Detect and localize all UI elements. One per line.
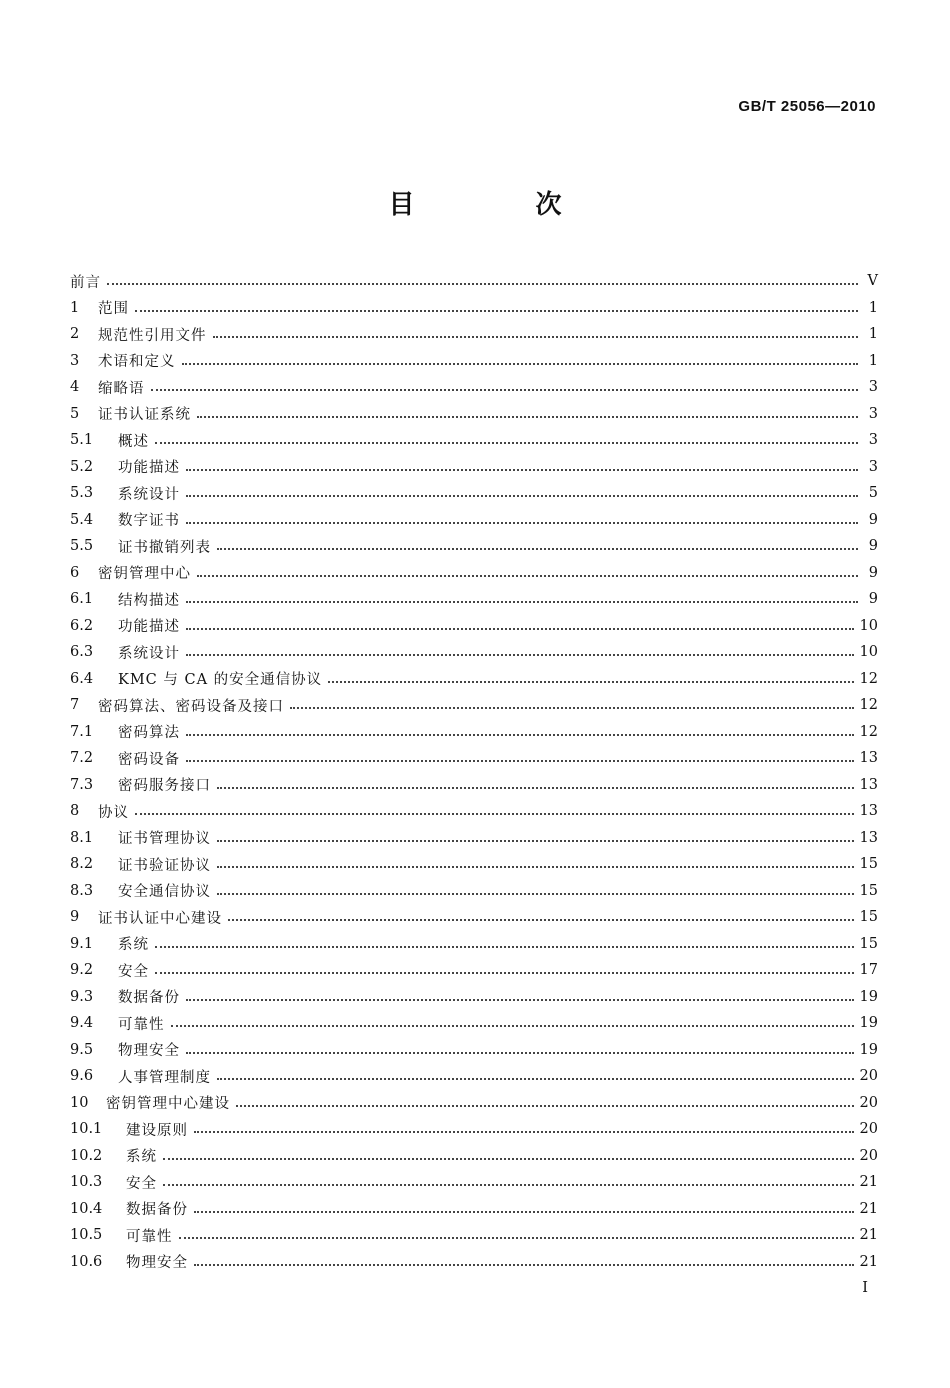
toc-entry-number: 2 — [70, 326, 80, 343]
toc-entry-page: 3 — [868, 432, 878, 449]
dot-leader — [217, 866, 854, 868]
toc-entry-label: 缩略语 — [98, 380, 145, 397]
page-title: 目 次 — [388, 190, 618, 220]
toc-entry-number: 8.1 — [70, 829, 94, 846]
dot-leader — [197, 416, 858, 418]
toc-entry-page: 3 — [868, 379, 878, 396]
toc-entry[interactable] — [70, 1010, 878, 1037]
dot-leader — [217, 893, 854, 895]
toc-entry-page: 15 — [859, 882, 878, 899]
dot-leader — [155, 972, 854, 974]
toc-entry-number: 5 — [70, 405, 80, 422]
toc-entry-label: 证书认证系统 — [98, 407, 191, 424]
dot-leader — [194, 1131, 854, 1133]
dot-leader — [213, 336, 859, 338]
toc-entry-label: 术语和定义 — [98, 354, 176, 371]
toc-entry-number: 8 — [70, 803, 80, 820]
toc-entry[interactable] — [70, 851, 878, 878]
toc-entry-number: 5.2 — [70, 458, 94, 475]
toc-entry-page: 3 — [868, 458, 878, 475]
dot-leader — [186, 999, 854, 1001]
toc-entry-number: 10.6 — [70, 1253, 103, 1270]
dot-leader — [217, 840, 854, 842]
toc-entry-page: 21 — [859, 1253, 878, 1270]
toc-entry-page: 12 — [859, 697, 878, 714]
toc-entry[interactable] — [70, 507, 878, 534]
toc-entry-page: 20 — [859, 1094, 878, 1111]
toc-entry[interactable] — [70, 878, 878, 905]
toc-entry-label: 可靠性 — [126, 1228, 173, 1245]
dot-leader — [186, 495, 858, 497]
dot-leader — [151, 389, 859, 391]
toc-entry[interactable] — [70, 268, 878, 295]
toc-entry-number: 9.5 — [70, 1041, 94, 1058]
toc-entry[interactable] — [70, 1169, 878, 1196]
toc-entry-label: 系统设计 — [118, 486, 180, 503]
toc-entry-number: 6.3 — [70, 644, 94, 661]
dot-leader — [186, 469, 858, 471]
toc-entry-number: 5.1 — [70, 432, 94, 449]
dot-leader — [182, 363, 859, 365]
toc-entry-label: 系统设计 — [118, 645, 180, 662]
toc-entry-label: 密钥管理中心 — [98, 566, 191, 583]
toc-entry[interactable] — [70, 295, 878, 322]
toc-entry-page: 9 — [868, 538, 878, 555]
toc-entry-number: 10.3 — [70, 1174, 103, 1191]
toc-entry[interactable] — [70, 772, 878, 799]
toc-entry[interactable] — [70, 692, 878, 719]
toc-entry-number: 6.4 — [70, 670, 94, 687]
standard-code: GB/T 25056—2010 — [738, 98, 876, 115]
toc-entry[interactable] — [70, 931, 878, 958]
toc-entry-page: 1 — [868, 352, 878, 369]
dot-leader — [107, 283, 858, 285]
dot-leader — [217, 787, 854, 789]
dot-leader — [186, 760, 854, 762]
dot-leader — [194, 1211, 854, 1213]
toc-entry[interactable] — [70, 374, 878, 401]
toc-entry[interactable] — [70, 454, 878, 481]
toc-entry-label: 密码设备 — [118, 751, 180, 768]
toc-entry-page: 15 — [859, 909, 878, 926]
dot-leader — [186, 654, 854, 656]
toc-entry-page: 9 — [868, 511, 878, 528]
toc-entry-label: 密码算法、密码设备及接口 — [98, 698, 284, 715]
toc-entry-label: 规范性引用文件 — [98, 327, 207, 344]
toc-entry[interactable] — [70, 1222, 878, 1249]
toc-entry[interactable] — [70, 639, 878, 666]
toc-entry-page: 19 — [859, 1015, 878, 1032]
toc-entry-number: 9.6 — [70, 1068, 94, 1085]
toc-entry-label: 系统 — [126, 1149, 157, 1166]
toc-entry[interactable] — [70, 904, 878, 931]
toc-entry[interactable] — [70, 560, 878, 587]
toc-entry[interactable] — [70, 321, 878, 348]
toc-entry-number: 9.3 — [70, 988, 94, 1005]
toc-entry-number: 6.2 — [70, 617, 94, 634]
dot-leader — [155, 946, 854, 948]
dot-leader — [186, 1052, 854, 1054]
toc-entry-number: 9 — [70, 909, 80, 926]
toc-entry-page: 20 — [859, 1121, 878, 1138]
toc-entry[interactable] — [70, 480, 878, 507]
toc-entry-page: 21 — [859, 1227, 878, 1244]
toc-entry-page: V — [867, 273, 878, 290]
toc-entry-number: 5.3 — [70, 485, 94, 502]
toc-entry-label: 系统 — [118, 937, 149, 954]
toc-entry-number: 5.5 — [70, 538, 94, 555]
toc-entry[interactable] — [70, 666, 878, 693]
toc-entry[interactable] — [70, 401, 878, 428]
toc-entry-number: 7.2 — [70, 750, 94, 767]
toc-entry-number: 1 — [70, 299, 80, 316]
toc-entry[interactable] — [70, 613, 878, 640]
toc-entry-label: 证书认证中心建设 — [98, 910, 222, 927]
toc-entry[interactable] — [70, 798, 878, 825]
dot-leader — [186, 522, 858, 524]
toc-entry-page: 1 — [868, 326, 878, 343]
toc-entry-number: 7.3 — [70, 776, 94, 793]
toc-entry-label: KMC 与 CA 的安全通信协议 — [118, 672, 323, 689]
toc-entry-page: 13 — [859, 803, 878, 820]
dot-leader — [217, 548, 858, 550]
dot-leader — [163, 1184, 854, 1186]
toc-entry-number: 8.3 — [70, 882, 94, 899]
toc-entry[interactable] — [70, 1063, 878, 1090]
toc-entry-number: 10 — [70, 1094, 89, 1111]
dot-leader — [171, 1025, 854, 1027]
toc-entry-label: 安全 — [126, 1175, 157, 1192]
toc-entry[interactable] — [70, 348, 878, 375]
toc-entry-page: 15 — [859, 856, 878, 873]
toc-entry-page: 1 — [868, 299, 878, 316]
toc-entry-label: 安全通信协议 — [118, 884, 211, 901]
toc-entry-page: 10 — [859, 644, 878, 661]
toc-entry-label: 人事管理制度 — [118, 1069, 211, 1086]
toc-entry-page: 21 — [859, 1174, 878, 1191]
toc-entry-label: 密钥管理中心建设 — [106, 1096, 230, 1113]
toc-entry[interactable] — [70, 957, 878, 984]
toc-entry[interactable] — [70, 586, 878, 613]
toc-entry-label: 概述 — [118, 433, 149, 450]
toc-entry-page: 12 — [859, 670, 878, 687]
dot-leader — [186, 734, 854, 736]
toc-entry-page: 13 — [859, 829, 878, 846]
toc-entry-page: 20 — [859, 1147, 878, 1164]
toc-entry-label: 密码服务接口 — [118, 778, 211, 795]
toc-entry-label: 物理安全 — [118, 1043, 180, 1060]
toc-entry-page: 21 — [859, 1200, 878, 1217]
toc-entry-number: 9.4 — [70, 1015, 94, 1032]
toc-entry-label: 建设原则 — [126, 1122, 188, 1139]
table-of-contents — [70, 268, 878, 1275]
dot-leader — [197, 575, 858, 577]
toc-entry[interactable] — [70, 533, 878, 560]
dot-leader — [135, 310, 858, 312]
footer-page-number: I — [862, 1280, 868, 1296]
toc-entry-page: 13 — [859, 776, 878, 793]
toc-entry[interactable] — [70, 745, 878, 772]
dot-leader — [135, 813, 854, 815]
toc-entry-label: 安全 — [118, 963, 149, 980]
toc-entry-label: 物理安全 — [126, 1255, 188, 1272]
toc-entry-page: 20 — [859, 1068, 878, 1085]
toc-entry-page: 9 — [868, 591, 878, 608]
toc-entry-label: 功能描述 — [118, 460, 180, 477]
toc-entry[interactable] — [70, 1116, 878, 1143]
toc-entry-number: 7.1 — [70, 723, 94, 740]
toc-entry-label: 证书管理协议 — [118, 831, 211, 848]
toc-entry-label: 功能描述 — [118, 619, 180, 636]
toc-entry-number: 4 — [70, 379, 80, 396]
toc-entry-label: 范围 — [98, 301, 129, 318]
toc-entry[interactable] — [70, 1090, 878, 1117]
toc-entry-number: 6 — [70, 564, 80, 581]
toc-entry-label: 证书撤销列表 — [118, 539, 211, 556]
toc-entry-page: 19 — [859, 1041, 878, 1058]
toc-entry-page: 13 — [859, 750, 878, 767]
toc-entry-label: 前言 — [70, 274, 101, 291]
toc-entry-label: 数据备份 — [126, 1202, 188, 1219]
dot-leader — [186, 601, 858, 603]
toc-entry[interactable] — [70, 984, 878, 1011]
toc-entry-page: 3 — [868, 405, 878, 422]
toc-entry[interactable] — [70, 1249, 878, 1276]
toc-entry-number: 9.1 — [70, 935, 94, 952]
dot-leader — [328, 681, 853, 683]
toc-entry[interactable] — [70, 1196, 878, 1223]
toc-entry-label: 可靠性 — [118, 1016, 165, 1033]
toc-entry[interactable] — [70, 1143, 878, 1170]
toc-entry-label: 证书验证协议 — [118, 857, 211, 874]
toc-entry-number: 3 — [70, 352, 80, 369]
toc-entry-label: 数字证书 — [118, 513, 180, 530]
toc-entry-page: 17 — [859, 962, 878, 979]
toc-entry[interactable] — [70, 719, 878, 746]
toc-entry-label: 数据备份 — [118, 990, 180, 1007]
toc-entry[interactable] — [70, 825, 878, 852]
toc-entry-number: 9.2 — [70, 962, 94, 979]
toc-entry-page: 15 — [859, 935, 878, 952]
toc-entry-page: 5 — [868, 485, 878, 502]
toc-entry[interactable] — [70, 427, 878, 454]
dot-leader — [217, 1078, 854, 1080]
dot-leader — [228, 919, 854, 921]
dot-leader — [186, 628, 854, 630]
dot-leader — [179, 1237, 854, 1239]
toc-entry-number: 8.2 — [70, 856, 94, 873]
toc-entry-number: 7 — [70, 697, 80, 714]
dot-leader — [290, 707, 854, 709]
toc-entry-number: 10.5 — [70, 1227, 103, 1244]
toc-entry-label: 协议 — [98, 804, 129, 821]
dot-leader — [236, 1105, 854, 1107]
toc-entry-label: 结构描述 — [118, 592, 180, 609]
toc-entry-page: 9 — [868, 564, 878, 581]
toc-entry-number: 10.2 — [70, 1147, 103, 1164]
toc-entry-label: 密码算法 — [118, 725, 180, 742]
dot-leader — [163, 1158, 854, 1160]
toc-entry-page: 19 — [859, 988, 878, 1005]
toc-entry[interactable] — [70, 1037, 878, 1064]
toc-entry-number: 6.1 — [70, 591, 94, 608]
toc-entry-number: 5.4 — [70, 511, 94, 528]
toc-entry-page: 10 — [859, 617, 878, 634]
toc-entry-number: 10.4 — [70, 1200, 103, 1217]
dot-leader — [155, 442, 858, 444]
dot-leader — [194, 1264, 854, 1266]
toc-entry-number: 10.1 — [70, 1121, 103, 1138]
toc-entry-page: 12 — [859, 723, 878, 740]
